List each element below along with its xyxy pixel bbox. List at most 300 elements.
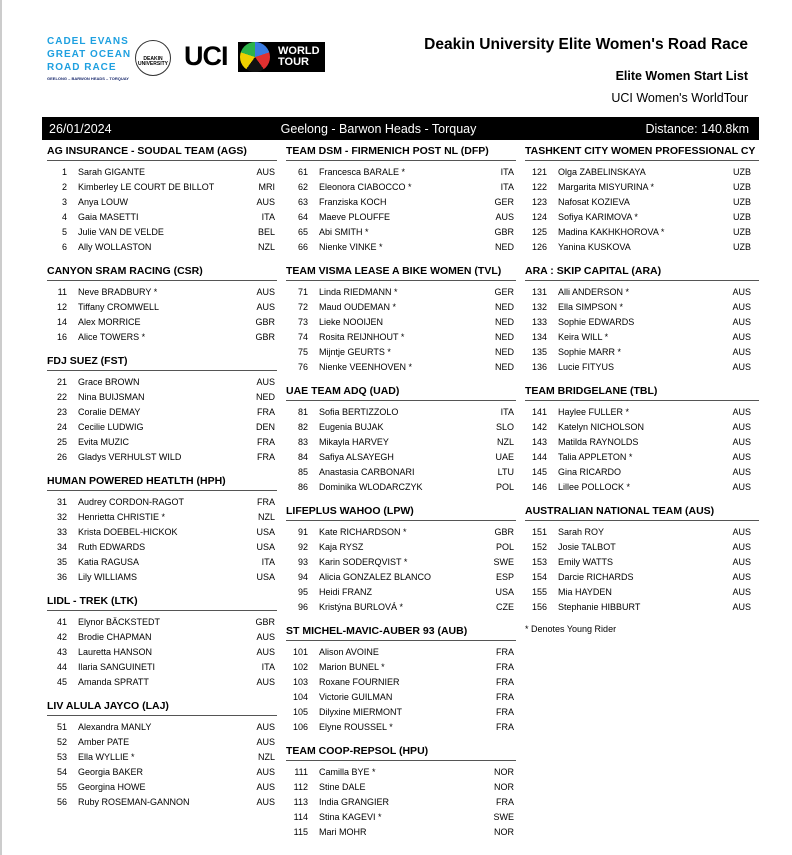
rider-name: Alison AVOINE	[319, 647, 379, 657]
rider-row	[286, 660, 516, 675]
rider-name: Grace BROWN	[78, 377, 140, 387]
rider-name: Elynor BÄCKSTEDT	[78, 617, 161, 627]
rider-row	[525, 285, 759, 300]
rider-name: Sophie MARR *	[558, 347, 622, 357]
rider-nation: ITA	[261, 662, 275, 672]
rider-number: 154	[531, 572, 547, 582]
rider-nation: AUS	[256, 197, 275, 207]
team-heading: UAE TEAM ADQ (UAD)	[286, 384, 516, 405]
rider-nation: BEL	[257, 227, 275, 237]
rider-name: Mijntje GEURTS *	[319, 347, 391, 357]
rider-number: 16	[56, 332, 67, 342]
rider-nation: AUS	[256, 677, 275, 687]
rider-number: 103	[292, 677, 308, 687]
rider-nation: UAE	[495, 452, 514, 462]
rider-nation: AUS	[732, 467, 751, 477]
rider-nation: NED	[494, 347, 514, 357]
rider-nation: ESP	[495, 572, 514, 582]
rider-nation: AUS	[732, 362, 751, 372]
logo-line: ROAD RACE	[47, 62, 117, 73]
rider-row	[47, 315, 277, 330]
team-block	[286, 264, 516, 375]
rider-number: 63	[297, 197, 308, 207]
rider-nation: UZB	[733, 212, 751, 222]
rider-nation: UZB	[733, 242, 751, 252]
rider-name: Nienke VINKE *	[319, 242, 383, 252]
rider-row	[286, 210, 516, 225]
rider-number: 135	[531, 347, 547, 357]
rider-name: Matilda RAYNOLDS	[558, 437, 639, 447]
rider-name: Eugenia BUJAK	[319, 422, 384, 432]
rider-nation: AUS	[732, 302, 751, 312]
rider-nation: AUS	[732, 452, 751, 462]
rider-name: Darcie RICHARDS	[558, 572, 634, 582]
rider-nation: USA	[256, 542, 275, 552]
rider-number: 132	[531, 302, 547, 312]
rider-number: 12	[56, 302, 67, 312]
rider-number: 54	[56, 767, 67, 777]
rider-row	[286, 525, 516, 540]
rider-nation: NED	[494, 302, 514, 312]
rider-number: 112	[293, 782, 308, 792]
rider-number: 95	[297, 587, 308, 597]
rider-nation: NZL	[257, 242, 275, 252]
race-route: Geelong - Barwon Heads - Torquay	[280, 121, 477, 136]
rider-name: Georgina HOWE	[78, 782, 146, 792]
team-block	[47, 474, 277, 585]
rider-row	[525, 180, 759, 195]
rider-number: 74	[297, 332, 308, 342]
rider-name: Francesca BARALE *	[319, 167, 406, 177]
rider-name: Amber PATE	[78, 737, 130, 747]
rider-nation: NZL	[257, 512, 275, 522]
rider-number: 102	[292, 662, 308, 672]
rider-nation: AUS	[732, 587, 751, 597]
rider-name: Dilyxine MIERMONT	[319, 707, 403, 717]
rider-number: 113	[293, 797, 308, 807]
rider-name: Katia RAGUSA	[78, 557, 140, 567]
rider-row	[47, 795, 277, 810]
rider-row	[47, 405, 277, 420]
rider-number: 43	[56, 647, 67, 657]
rider-row	[286, 165, 516, 180]
rider-name: Maeve PLOUFFE	[319, 212, 391, 222]
rider-row	[47, 645, 277, 660]
rider-nation: AUS	[256, 647, 275, 657]
rider-nation: FRA	[496, 797, 514, 807]
race-date: 26/01/2024	[49, 121, 112, 136]
rider-name: Madina KAKHKHOROVA *	[558, 227, 665, 237]
page-title: Deakin University Elite Women's Road Race	[424, 36, 748, 53]
rider-row	[286, 450, 516, 465]
rider-number: 51	[56, 722, 67, 732]
rider-nation: AUS	[732, 422, 751, 432]
rider-row	[286, 690, 516, 705]
rider-number: 81	[297, 407, 308, 417]
deakin-logo: DEAKIN UNIVERSITY	[135, 40, 171, 76]
rider-nation: NED	[255, 392, 275, 402]
rider-name: Katelyn NICHOLSON	[558, 422, 645, 432]
rider-row	[286, 720, 516, 735]
rider-number: 114	[293, 812, 308, 822]
rider-row	[525, 315, 759, 330]
rider-name: Nina BUIJSMAN	[78, 392, 145, 402]
rider-number: 64	[297, 212, 308, 222]
rider-row	[525, 570, 759, 585]
rider-name: Krista DOEBEL-HICKOK	[78, 527, 178, 537]
team-block	[525, 504, 759, 615]
rider-name: Ilaria SANGUINETI	[78, 662, 156, 672]
rider-name: Lieke NOOIJEN	[319, 317, 384, 327]
rider-nation: MRI	[258, 182, 275, 192]
rider-name: Kate RICHARDSON *	[319, 527, 407, 537]
rider-nation: ITA	[500, 407, 514, 417]
rider-nation: FRA	[496, 707, 514, 717]
rider-name: Yanina KUSKOVA	[558, 242, 631, 252]
rider-number: 143	[531, 437, 547, 447]
rider-number: 73	[297, 317, 308, 327]
rider-row	[47, 720, 277, 735]
rider-row	[47, 300, 277, 315]
rider-nation: GER	[494, 197, 514, 207]
rider-number: 121	[531, 167, 547, 177]
team-heading: ARA : SKIP CAPITAL (ARA)	[525, 264, 759, 285]
rider-name: Coralie DEMAY	[78, 407, 141, 417]
rider-name: Abi SMITH *	[319, 227, 369, 237]
rider-name: Franziska KOCH	[319, 197, 387, 207]
team-heading: CANYON SRAM RACING (CSR)	[47, 264, 277, 285]
rider-nation: ITA	[500, 167, 514, 177]
rider-nation: UZB	[733, 167, 751, 177]
rider-row	[47, 435, 277, 450]
rider-name: Lauretta HANSON	[78, 647, 153, 657]
team-block	[286, 744, 516, 840]
rider-nation: SWE	[493, 812, 514, 822]
rider-nation: AUS	[256, 767, 275, 777]
rider-row	[47, 570, 277, 585]
rider-row	[286, 465, 516, 480]
rider-number: 24	[56, 422, 67, 432]
rider-number: 151	[531, 527, 547, 537]
rider-nation: AUS	[732, 437, 751, 447]
rider-nation: NOR	[494, 782, 514, 792]
team-block	[525, 144, 759, 255]
rider-nation: GBR	[255, 332, 275, 342]
rider-name: Ruth EDWARDS	[78, 542, 146, 552]
rider-number: 71	[297, 287, 308, 297]
rider-row	[47, 390, 277, 405]
rider-nation: UZB	[733, 197, 751, 207]
rider-row	[47, 420, 277, 435]
rider-number: 125	[531, 227, 547, 237]
rider-nation: FRA	[496, 662, 514, 672]
rider-nation: FRA	[496, 677, 514, 687]
rider-name: Josie TALBOT	[558, 542, 616, 552]
rider-number: 106	[292, 722, 308, 732]
world-tour-text: WORLD TOUR	[278, 45, 320, 68]
rider-row	[286, 240, 516, 255]
rider-nation: AUS	[732, 527, 751, 537]
rider-row	[286, 645, 516, 660]
rider-row	[286, 330, 516, 345]
rider-row	[47, 450, 277, 465]
rider-name: Stephanie HIBBURT	[558, 602, 641, 612]
rider-nation: USA	[256, 527, 275, 537]
rider-number: 115	[293, 827, 308, 837]
rider-nation: FRA	[257, 497, 275, 507]
rider-name: Eleonora CIABOCCO *	[319, 182, 412, 192]
rider-row	[47, 330, 277, 345]
rider-number: 124	[531, 212, 547, 222]
rider-name: Ella WYLLIE *	[78, 752, 135, 762]
rider-number: 72	[297, 302, 308, 312]
rider-number: 65	[297, 227, 308, 237]
rider-name: Kimberley LE COURT DE BILLOT	[78, 182, 215, 192]
rider-name: Heidi FRANZ	[319, 587, 373, 597]
team-heading: LIFEPLUS WAHOO (LPW)	[286, 504, 516, 525]
rider-name: Sarah GIGANTE	[78, 167, 146, 177]
rider-nation: FRA	[257, 452, 275, 462]
rider-row	[525, 465, 759, 480]
rider-name: Nienke VEENHOVEN *	[319, 362, 413, 372]
rider-number: 62	[297, 182, 308, 192]
rider-number: 144	[531, 452, 547, 462]
rider-row	[47, 210, 277, 225]
rider-row	[286, 585, 516, 600]
rider-number: 52	[56, 737, 67, 747]
team-heading: HUMAN POWERED HEATLTH (HPH)	[47, 474, 277, 495]
rider-number: 5	[61, 227, 67, 237]
rider-number: 25	[56, 437, 67, 447]
rider-row	[47, 285, 277, 300]
rider-row	[286, 810, 516, 825]
start-list-column-3	[525, 144, 759, 634]
team-heading: TEAM COOP-REPSOL (HPU)	[286, 744, 516, 765]
rider-name: Mari MOHR	[319, 827, 367, 837]
rider-number: 76	[297, 362, 308, 372]
rider-name: Lily WILLIAMS	[78, 572, 138, 582]
rider-name: Ruby ROSEMAN-GANNON	[78, 797, 190, 807]
rider-nation: GBR	[255, 617, 275, 627]
rider-number: 141	[531, 407, 547, 417]
rider-number: 22	[56, 392, 67, 402]
rider-name: Ella SIMPSON *	[558, 302, 624, 312]
series-name: UCI Women's WorldTour	[611, 91, 748, 105]
rider-number: 101	[292, 647, 308, 657]
rider-name: Amanda SPRATT	[78, 677, 149, 687]
rider-nation: NED	[494, 362, 514, 372]
rider-nation: ITA	[261, 212, 275, 222]
rider-row	[525, 165, 759, 180]
rider-name: Kristýna BURLOVÁ *	[319, 602, 404, 612]
rider-nation: AUS	[732, 482, 751, 492]
rider-nation: FRA	[257, 437, 275, 447]
rider-number: 61	[297, 167, 308, 177]
rider-nation: CZE	[496, 602, 514, 612]
rider-row	[47, 495, 277, 510]
rider-name: India GRANGIER	[319, 797, 390, 807]
rider-row	[47, 525, 277, 540]
rider-number: 134	[531, 332, 547, 342]
rider-name: Keira WILL *	[558, 332, 609, 342]
team-block	[47, 699, 277, 810]
rider-row	[525, 585, 759, 600]
rider-name: Gina RICARDO	[558, 467, 622, 477]
rider-name: Evita MUZIC	[78, 437, 130, 447]
rider-row	[47, 750, 277, 765]
rider-nation: AUS	[256, 632, 275, 642]
rider-row	[525, 480, 759, 495]
rider-number: 4	[61, 212, 67, 222]
rider-nation: NOR	[494, 767, 514, 777]
rider-nation: NOR	[494, 827, 514, 837]
rider-row	[525, 450, 759, 465]
rider-row	[286, 540, 516, 555]
team-block	[47, 144, 277, 255]
rider-name: Gaia MASETTI	[78, 212, 139, 222]
rider-name: Cecilie LUDWIG	[78, 422, 144, 432]
rider-nation: NZL	[496, 437, 514, 447]
rider-nation: GER	[494, 287, 514, 297]
rider-number: 84	[297, 452, 308, 462]
rider-row	[286, 555, 516, 570]
rider-nation: ITA	[261, 557, 275, 567]
rider-row	[525, 405, 759, 420]
rider-number: 45	[56, 677, 67, 687]
team-heading: ST MICHEL-MAVIC-AUBER 93 (AUB)	[286, 624, 516, 645]
rider-row	[47, 180, 277, 195]
rider-nation: AUS	[256, 377, 275, 387]
rider-number: 56	[56, 797, 67, 807]
rider-number: 3	[61, 197, 67, 207]
rider-name: Mikayla HARVEY	[319, 437, 389, 447]
team-heading: TEAM BRIDGELANE (TBL)	[525, 384, 759, 405]
rider-row	[47, 615, 277, 630]
rider-row	[47, 675, 277, 690]
rider-number: 66	[297, 242, 308, 252]
rider-nation: SLO	[495, 422, 514, 432]
rider-row	[286, 780, 516, 795]
rider-row	[286, 360, 516, 375]
rider-row	[47, 780, 277, 795]
rider-name: Anastasia CARBONARI	[319, 467, 415, 477]
rider-nation: AUS	[732, 557, 751, 567]
team-block	[286, 624, 516, 735]
rider-row	[525, 600, 759, 615]
rider-nation: NZL	[257, 752, 275, 762]
team-heading: LIDL - TREK (LTK)	[47, 594, 277, 615]
race-distance: Distance: 140.8km	[645, 121, 749, 136]
rider-number: 93	[297, 557, 308, 567]
rider-name: Camilla BYE *	[319, 767, 376, 777]
rider-number: 131	[531, 287, 547, 297]
rider-number: 85	[297, 467, 308, 477]
rider-name: Marion BUNEL *	[319, 662, 385, 672]
rider-number: 123	[531, 197, 547, 207]
rider-nation: AUS	[256, 737, 275, 747]
team-block	[47, 594, 277, 690]
rider-number: 55	[56, 782, 67, 792]
rider-name: Alex MORRICE	[78, 317, 141, 327]
rider-row	[47, 225, 277, 240]
rider-row	[525, 540, 759, 555]
rider-name: Sofiya KARIMOVA *	[558, 212, 638, 222]
rider-row	[525, 195, 759, 210]
rider-row	[286, 705, 516, 720]
rider-row	[286, 225, 516, 240]
team-block	[286, 144, 516, 255]
rider-number: 36	[56, 572, 67, 582]
rider-number: 31	[56, 497, 67, 507]
rider-nation: AUS	[732, 287, 751, 297]
rider-number: 44	[56, 662, 67, 672]
rider-number: 122	[531, 182, 547, 192]
start-list-column-1	[47, 144, 277, 819]
team-heading: FDJ SUEZ (FST)	[47, 354, 277, 375]
rider-name: Talia APPLETON *	[558, 452, 633, 462]
rider-number: 156	[531, 602, 547, 612]
rider-nation: USA	[495, 587, 514, 597]
rider-name: Rosita REIJNHOUT *	[319, 332, 405, 342]
rider-nation: AUS	[256, 302, 275, 312]
rider-name: Kaja RYSZ	[319, 542, 364, 552]
rider-nation: ITA	[500, 182, 514, 192]
rider-name: Alicia GONZALEZ BLANCO	[319, 572, 432, 582]
rider-row	[286, 675, 516, 690]
rider-row	[525, 360, 759, 375]
rider-name: Tiffany CROMWELL	[78, 302, 160, 312]
team-heading: TASHKENT CITY WOMEN PROFESSIONAL CY	[525, 144, 759, 165]
rider-nation: AUS	[256, 797, 275, 807]
rider-name: Victorie GUILMAN	[319, 692, 393, 702]
rider-name: Karin SODERQVIST *	[319, 557, 408, 567]
team-heading: AUSTRALIAN NATIONAL TEAM (AUS)	[525, 504, 759, 525]
rider-number: 14	[56, 317, 67, 327]
rider-row	[47, 165, 277, 180]
team-block	[47, 264, 277, 345]
rider-row	[47, 195, 277, 210]
rider-name: Georgia BAKER	[78, 767, 144, 777]
rider-name: Gladys VERHULST WILD	[78, 452, 182, 462]
logo-subline: GEELONG – BARWON HEADS – TORQUAY	[47, 76, 129, 81]
rider-row	[47, 375, 277, 390]
rider-number: 53	[56, 752, 67, 762]
rider-nation: NED	[494, 317, 514, 327]
rider-number: 105	[292, 707, 308, 717]
rider-number: 152	[531, 542, 547, 552]
rider-number: 42	[56, 632, 67, 642]
rider-row	[525, 555, 759, 570]
rider-row	[525, 525, 759, 540]
rider-nation: LTU	[497, 467, 514, 477]
rider-row	[47, 630, 277, 645]
rider-name: Stina KAGEVI *	[319, 812, 382, 822]
rider-number: 82	[297, 422, 308, 432]
rider-row	[525, 435, 759, 450]
rider-name: Maud OUDEMAN *	[319, 302, 397, 312]
rider-nation: FRA	[496, 647, 514, 657]
rider-name: Lillee POLLOCK *	[558, 482, 631, 492]
rider-nation: FRA	[257, 407, 275, 417]
rider-row	[525, 345, 759, 360]
rider-number: 86	[297, 482, 308, 492]
team-block	[47, 354, 277, 465]
rider-row	[525, 420, 759, 435]
rider-row	[47, 510, 277, 525]
rider-row	[525, 225, 759, 240]
rider-name: Lucie FITYUS	[558, 362, 615, 372]
world-tour-logo	[238, 42, 325, 72]
